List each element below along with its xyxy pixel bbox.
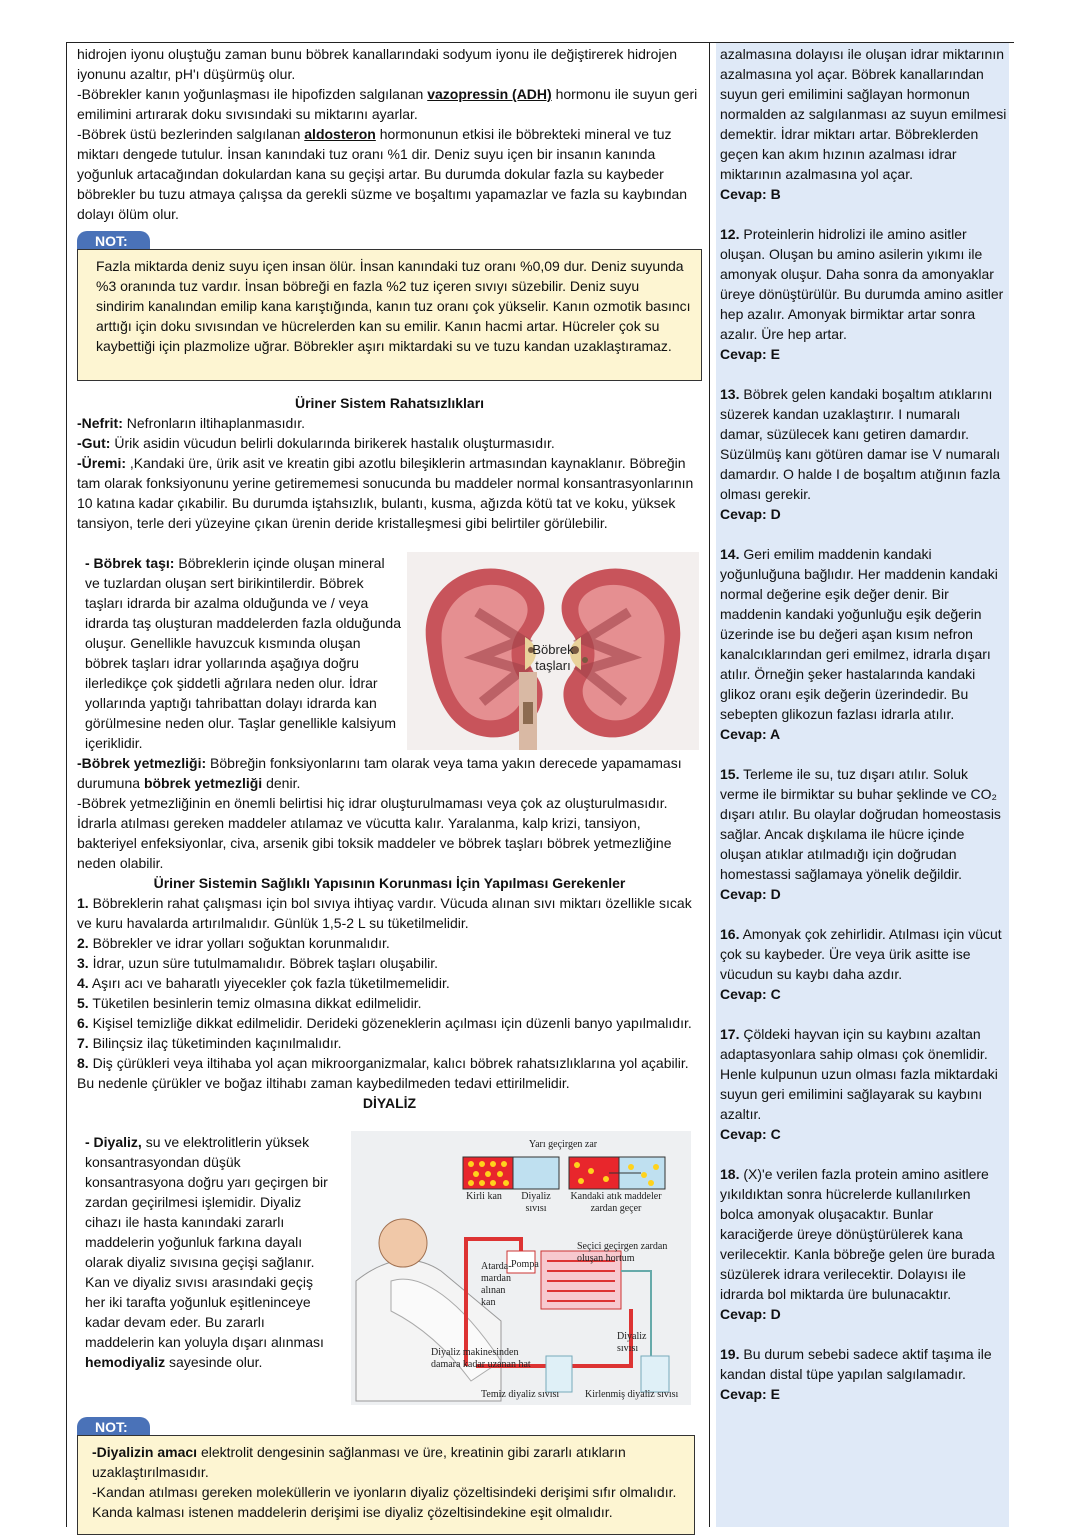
answer-key: Cevap: D xyxy=(720,886,781,902)
left-column xyxy=(67,43,710,1527)
fig-label: alınan xyxy=(481,1285,506,1296)
diyaliz-text: - Diyaliz, su ve elektrolitlerin yüksek konsantrasyondan düşük konsantrasyona doğru yarı geçirgen bir zardan geçirilmesi işlemidir. Diyaliz cihazı ile hasta kanındaki zararlı maddelerin yoğunluk farkına dayalı olarak diyaliz sıvısına geçişi sağlanır. Kan ve diyaliz sıvısı arasındaki geçiş her iki tarafta yoğunluk eşitleninceye kadar devam eder. Bu zararlı maddelerin kan yoluyla dışarı alınması hemodiyaliz sayesinde olur. xyxy=(85,1134,328,1370)
uremi: -Üremi: ,Kandaki üre, ürik asit ve kreatin gibi azotlu bileşiklerin artmasından kaynaklanır. Böbreğin tam olarak fonksiyonunu yerine getirememesi sonucunda bu maddeler normal konsantrasyonlarının 10 katına kadar çıkabilir. Bu durumda iştahsızlık, bulantı, kusma, ağızda kötü tat ve koku, yüksek tansiyon, terle deri yüzeyine çıkan ürenin deride kristalleşmesi gibi belirtiler görülebilir. xyxy=(77,455,694,531)
top-text xyxy=(77,44,702,224)
answer-key: Cevap: C xyxy=(720,986,781,1002)
fig-label: sıvısı xyxy=(617,1343,639,1354)
fig-label: oluşan hortum xyxy=(577,1253,635,1264)
paragraph: -Böbrekler kanın yoğunlaşması ile hipofizden salgılanan vazopressin (ADH) hormonu ile suyun geri emilimini artırarak doku sıvısındaki su miktarını ayarlar. xyxy=(77,86,698,122)
fig-label: Pompa xyxy=(511,1259,539,1270)
list-item: 1. Böbreklerin rahat çalışması için bol sıvıya ihtiyaç vardır. Vücuda alınan sıvı miktarı özellikle sıcak ve kuru havalarda artırılmalıdır. Günlük 1,5-2 L su tüketilmelidir. xyxy=(77,895,692,931)
right-column xyxy=(710,43,1015,1527)
kidney-stones-image xyxy=(407,552,699,750)
aldosteron-term: aldosteron xyxy=(304,126,376,142)
answer-key: Cevap: D xyxy=(720,1306,781,1322)
koruma-section xyxy=(77,873,702,1113)
note-box xyxy=(77,249,702,381)
list-item: 5. Tüketilen besinlerin temiz olmasına dikkat edilmelidir. xyxy=(77,995,422,1011)
nefrit: -Nefrit: Nefronların iltihaplanmasıdır. xyxy=(77,415,305,431)
kidney-label: taşları xyxy=(535,658,571,673)
fig-label: Kirli kan xyxy=(466,1191,502,1202)
uriner-section xyxy=(77,393,702,533)
answer-item: 14. Geri emilim maddenin kandaki yoğunluğuna bağlıdır. Her maddenin kandaki normal değerine eşik değer denir. Bir maddenin kandaki yoğunluğu eşik değerin üzerinde ise bu değeri aşan kısım nefron kanalcıklarından geri emilmez, idrarla dışarı atılır. Örneğin şeker hastalarında kandaki glikoz oranı eşik değerin üzerindedir. Bu sebepten glikozun fazlası idrarla atılır. xyxy=(720,546,998,722)
fig-label: Seçici geçirgen zardan xyxy=(577,1241,668,1252)
answer-key: Cevap: D xyxy=(720,506,781,522)
answer-key: Cevap: B xyxy=(720,186,781,202)
kidney-label: Böbrek xyxy=(532,642,574,657)
note-label: NOT: xyxy=(77,1417,150,1437)
section-title: DİYALİZ xyxy=(362,1095,417,1111)
answer-item: 19. Bu durum sebebi sadece aktif taşıma ile kandan distal tüpe yapılan salgılamadır. xyxy=(720,1346,992,1382)
fig-label: Diyaliz xyxy=(521,1191,551,1202)
yetmezlik-section: -Böbrek yetmezliği: Böbreğin fonksiyonlarını tam olarak veya tama yakın derecede yapamaması durumuna böbrek yetmezliği denir. -Böbrek yetmezliğinin en önemli belirtisi hiç idrar oluşturulmaması veya çok az oluşturulmasıdır. İdrarla atılması gereken maddeler atılamaz ve vücutta kalır. Yaralanma, kalp krizi, tansiyon, bakteriyel enfeksiyonlar, civa, arsenik gibi toksik maddeler ve böbrek taşları böbrek yetmezliğine neden olabilir. xyxy=(77,755,682,871)
note-text: elektrolit dengesinin sağlanması ve üre, kreatinin gibi zararlı atıkların uzaklaştırılmasıdır. xyxy=(92,1444,626,1480)
answer-item: 18. (X)'e verilen fazla protein amino asitlere yıkıldıktan sonra hücrelerde kullanılırken bolca amonyak oluşacaktır. Bunlar karaciğerde üreye dönüştürülerek kana verilecektir. Kanla böbreğe gelen üre burada süzülerek idrara verilecektir. Dolayısı ile idrarda bol miktarda üre bulunacaktır. xyxy=(720,1166,995,1302)
answer-key: Cevap: E xyxy=(720,1386,780,1402)
page-frame xyxy=(66,42,1014,1527)
answer-item: 13. Böbrek gelen kandaki boşaltım atıklarını süzerek kandan uzaklaştırır. I numaralı damar, süzülecek kanı getiren damardır. Süzülmüş kanı götüren damar ise V numaralı damardır. O halde I de boşaltım atığının fazla olması gerekir. xyxy=(720,386,1001,502)
answer-item: 16. Amonyak çok zehirlidir. Atılması için vücut çok su kaybeder. Üre veya ürik asitte ise vücudun su kaybı daha azdır. xyxy=(720,926,1002,982)
fig-label: sıvısı xyxy=(525,1203,547,1214)
fig-label: Temiz diyaliz sıvısı xyxy=(481,1389,560,1400)
answer-text: azalmasına dolayısı ile oluşan idrar miktarının azalmasına yol açar. Böbrek kanallarından suyun geri emilimini sağlayan hormonun normalden az salgılanması az suyun emilmesi demektir. İdrar miktarı artar. Böbreklerden geçen kan akım hızının azalması idrar miktarının azalmasına yol açar. xyxy=(720,46,1007,182)
list-item: 6. Kişisel temizliğe dikkat edilmelidir. Derideki gözeneklerin açılması için düzenli banyo yapılmalıdır. xyxy=(77,1015,692,1031)
vazopressin-term: vazopressin (ADH) xyxy=(427,86,552,102)
answer-item: 12. Proteinlerin hidrolizi ile amino asitler oluşan. Oluşan bu amino asilerin yıkımı ile amonyak oluşur. Daha sonra da amonyaklar üreye dönüştürülür. Bu durumda amino asitler hep azalır. Amonyak birmiktar artar sonra azalır. Üre hep artar. xyxy=(720,226,1004,342)
answer-item: 15. Terleme ile su, tuz dışarı atılır. Soluk verme ile birmiktar su buhar şeklinde ve CO₂ dışarı atılır. Bu olaylar doğrudan homeostasis sağlar. Ancak dışkılama ile hücre içinde oluşan atıklar atılmadığı için doğrudan homestassi sağlamaya yönelik değildir. xyxy=(720,766,1001,882)
dialysis-figure xyxy=(351,1131,691,1405)
fig-label: Yarı geçirgen zar xyxy=(528,1139,598,1150)
fig-label: zardan geçer xyxy=(590,1203,642,1214)
list-item: 8. Diş çürükleri veya iltihaba yol açan mikroorganizmalar, kalıcı böbrek rahatsızlıklarına yol açabilir. Bu nedenle çürükler ve boğaz iltihabı zaman kaybedilmeden tedavi ettirilmelidir. xyxy=(77,1055,689,1091)
note-bold: -Diyalizin amacı xyxy=(92,1444,198,1460)
paragraph: hidrojen iyonu oluştuğu zaman bunu böbrek kanallarındaki sodyum iyonu ile değiştirerek hidrojen iyonunu azaltır, pH'ı düşürmüş olur. xyxy=(77,46,678,82)
gut: -Gut: Ürik asidin vücudun belirli dokularında birikerek hastalık oluşturmasıdır. xyxy=(77,435,555,451)
fig-label: Atarda- xyxy=(481,1261,512,1272)
paragraph: -Böbrek üstü bezlerinden salgılanan aldosteron hormonunun etkisi ile böbrekteki mineral ve tuz miktarı dengede tutulur. İnsan kanındaki tuz oranı %1 dir. Deniz suyu içen bir insanın kanında yoğunluk artacağından dokulardan kana su geçişi artar. Bu durumda dokular fazla su kaybeder böbrekler bu tuzu atmaya çalışsa da gerekli süzme ve boşaltımı yapamazlar ve fazla su kaybından dolayı ölüm olur. xyxy=(77,126,688,222)
list-item: 2. Böbrekler ve idrar yolları soğuktan korunmalıdır. xyxy=(77,935,390,951)
fig-label: Kandaki atık maddeler xyxy=(570,1191,662,1202)
list-item: 4. Aşırı acı ve baharatlı yiyecekler çok fazla tüketilmemelidir. xyxy=(77,975,450,991)
note-box xyxy=(77,1435,695,1535)
list-item: 7. Bilinçsiz ilaç tüketiminden kaçınılmalıdır. xyxy=(77,1035,342,1051)
list-item: 3. İdrar, uzun süre tutulmamalıdır. Böbrek taşları oluşabilir. xyxy=(77,955,439,971)
fig-label: Diyaliz makinesinden xyxy=(431,1347,519,1358)
section-title: Üriner Sistemin Sağlıklı Yapısının Korunması İçin Yapılması Gerekenler xyxy=(153,875,626,891)
fig-label: kan xyxy=(481,1297,496,1308)
answer-item: 17. Çöldeki hayvan için su kaybını azaltan adaptasyonlara sahip olması çok önemlidir. Henle kulpunun uzun olması fazla miktardaki suyun geri emilimini sağlayarak su kaybını azaltır. xyxy=(720,1026,998,1122)
note-text: Fazla miktarda deniz suyu içen insan ölür. İnsan kanındaki tuz oranı %0,09 dur. Deniz suyunda %3 oranında tuz vardır. İnsan böbreği en fazla %2 tuz içeren sıvıyı süzebilir. Deniz suyu sindirim kanalından emilip kana karıştığında, kanın tuz oranı çok yükselir. Kanın ozmotik basıncı arttığı için doku sıvısından ve hücrelerden kan su emilir. Kanın hacmi artar. Hücreler çok su kaybettiği için plazmolize uğrar. Böbrekler aşırı miktardaki su ve tuzu kandan uzaklaştıramaz. xyxy=(96,258,691,354)
answer-key: Cevap: A xyxy=(720,726,781,742)
answer-key: Cevap: E xyxy=(720,346,780,362)
fig-label: Kirlenmiş diyaliz sıvısı xyxy=(585,1389,679,1400)
fig-label: damara kadar uzanan hat xyxy=(431,1359,531,1370)
fig-label: mardan xyxy=(481,1273,511,1284)
bobrek-tasi: - Böbrek taşı: Böbreklerin içinde oluşan mineral ve tuzlardan oluşan sert birikintilerdir. Böbrek taşları idrarda bir azalma olduğunda ve / veya idrarda taş oluşturan maddelerden fazla olduğunda oluşur. Genellikle havuzcuk kısmında oluşan böbrek taşları idrar yollarında aşağıya doğru ilerledikçe çok şiddetli ağrılara neden olur. İdrar yollarında yaptığı tahribattan dolayı idrarda kan görülmesine neden olur. Taşlar genellikle kalsiyum içeriklidir. xyxy=(85,555,401,751)
fig-label: Diyaliz xyxy=(617,1331,647,1342)
note-text: -Kandan atılması gereken moleküllerin ve iyonların diyaliz çözeltisindeki derişimi sıfır olmalıdır. Kanda kalması istenen maddelerin derişimi ise diyaliz çözeltisindekine eşit olmalıdır. xyxy=(92,1484,677,1520)
answers xyxy=(720,44,1007,1404)
kidney-illustration xyxy=(407,552,699,750)
section-title: Üriner Sistem Rahatsızlıkları xyxy=(294,395,485,411)
answer-key: Cevap: C xyxy=(720,1126,781,1142)
note-label: NOT: xyxy=(77,231,150,251)
